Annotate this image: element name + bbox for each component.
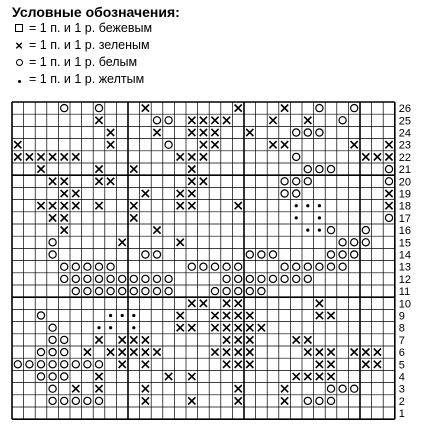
cross-stitch	[142, 349, 149, 356]
cross-stitch	[95, 178, 102, 185]
circle-stitch	[153, 275, 160, 282]
circle-stitch	[165, 117, 172, 124]
dot-stitch	[97, 326, 100, 329]
circle-stitch	[142, 288, 149, 295]
circle-stitch	[293, 153, 300, 160]
cross-stitch	[269, 117, 276, 124]
cross-stitch	[235, 349, 242, 356]
legend-item-text: = 1 п. и 1 р. зеленым	[29, 38, 150, 52]
cross-stitch	[95, 202, 102, 209]
cross-stitch	[235, 300, 242, 307]
row-number-label: 25	[398, 115, 412, 128]
circle-stitch	[165, 141, 172, 148]
cross-stitch	[177, 190, 184, 197]
cross-stitch	[142, 397, 149, 404]
circle-stitch	[316, 166, 323, 173]
circle-stitch	[26, 361, 33, 368]
circle-stitch	[37, 373, 44, 380]
circle-stitch	[351, 251, 358, 258]
cross-stitch	[200, 129, 207, 136]
cross-stitch	[107, 129, 114, 136]
cross-stitch	[211, 117, 218, 124]
dot-stitch	[121, 314, 124, 317]
cross-stitch	[385, 190, 392, 197]
cross-stitch	[61, 190, 68, 197]
row-number-label: 12	[398, 273, 412, 286]
circle-stitch	[165, 275, 172, 282]
circle-stitch	[49, 385, 56, 392]
circle-stitch	[293, 190, 300, 197]
circle-stitch	[130, 288, 137, 295]
circle-stitch	[37, 349, 44, 356]
dot-stitch	[318, 216, 321, 219]
circle-stitch	[362, 227, 369, 234]
dot-stitch	[295, 204, 298, 207]
circle-stitch	[304, 275, 311, 282]
cross-stitch	[235, 324, 242, 331]
cross-stitch	[211, 312, 218, 319]
cross-stitch	[200, 300, 207, 307]
circle-stitch	[37, 312, 44, 319]
cross-stitch	[211, 141, 218, 148]
circle-stitch	[258, 288, 265, 295]
row-number-label: 19	[398, 188, 412, 201]
cross-stitch	[95, 117, 102, 124]
cross-stitch	[61, 153, 68, 160]
cross-stitch	[327, 361, 334, 368]
circle-stitch	[84, 275, 91, 282]
cross-stitch	[223, 336, 230, 343]
cross-stitch	[362, 349, 369, 356]
circle-stitch	[339, 385, 346, 392]
row-number-label: 11	[398, 286, 411, 299]
cross-stitch	[107, 178, 114, 185]
circle-stitch	[316, 105, 323, 112]
circle-stitch	[61, 105, 68, 112]
circle-stitch	[385, 166, 392, 173]
circle-stitch	[304, 397, 311, 404]
cross-stitch	[188, 190, 195, 197]
cross-stitch	[223, 300, 230, 307]
circle-stitch	[49, 336, 56, 343]
cross-stitch	[362, 361, 369, 368]
circle-stitch	[351, 239, 358, 246]
cross-stitch	[327, 312, 334, 319]
cross-stitch	[223, 349, 230, 356]
cross-stitch	[61, 202, 68, 209]
row-number-label: 26	[398, 103, 412, 116]
cross-stitch	[26, 153, 33, 160]
circle-stitch	[165, 288, 172, 295]
circle-stitch	[304, 166, 311, 173]
circle-stitch	[49, 251, 56, 258]
cross-stitch	[351, 141, 358, 148]
cross-stitch	[84, 349, 91, 356]
cross-stitch	[304, 117, 311, 124]
row-number-label: 20	[398, 176, 412, 189]
cross-stitch	[119, 349, 126, 356]
circle-stitch	[316, 129, 323, 136]
circle-stitch	[200, 263, 207, 270]
circle-stitch	[258, 251, 265, 258]
cross-stitch	[211, 129, 218, 136]
cross-stitch	[72, 202, 79, 209]
cross-stitch	[223, 361, 230, 368]
legend-item-text: = 1 п. и 1 р. белым	[29, 55, 138, 69]
row-number-label: 6	[398, 347, 405, 360]
cross-stitch	[281, 397, 288, 404]
cross-stitch	[281, 105, 288, 112]
cross-stitch	[119, 336, 126, 343]
circle-stitch	[339, 117, 346, 124]
cross-stitch	[130, 166, 137, 173]
cross-stitch	[188, 373, 195, 380]
cross-stitch	[188, 117, 195, 124]
cross-stitch	[188, 202, 195, 209]
circle-stitch	[49, 349, 56, 356]
cross-stitch	[95, 373, 102, 380]
circle-stitch	[269, 251, 276, 258]
row-number-label: 14	[398, 249, 412, 262]
circle-stitch	[327, 251, 334, 258]
circle-stitch	[61, 275, 68, 282]
cross-stitch	[37, 153, 44, 160]
circle-stitch	[95, 361, 102, 368]
circle-stitch	[339, 239, 346, 246]
circle-stitch	[293, 275, 300, 282]
cross-stitch	[327, 373, 334, 380]
cross-stitch	[177, 324, 184, 331]
cross-stitch	[258, 324, 265, 331]
circle-stitch	[153, 288, 160, 295]
circle-stitch	[293, 263, 300, 270]
cross-stitch	[246, 361, 253, 368]
cross-stitch	[235, 105, 242, 112]
circle-stitch	[339, 251, 346, 258]
cross-stitch	[293, 336, 300, 343]
cross-stitch	[316, 373, 323, 380]
circle-stitch	[281, 190, 288, 197]
cross-stitch	[165, 373, 172, 380]
row-number-label: 18	[398, 200, 412, 213]
dot-stitch	[318, 229, 321, 232]
cross-stitch	[200, 153, 207, 160]
circle-stitch	[351, 105, 358, 112]
dot-stitch	[109, 314, 112, 317]
cross-stitch	[130, 336, 137, 343]
cross-stitch	[130, 214, 137, 221]
cross-stitch	[211, 349, 218, 356]
circle-stitch	[84, 288, 91, 295]
dot-stitch	[132, 314, 135, 317]
row-number-label: 8	[398, 322, 405, 335]
cross-stitch	[153, 349, 160, 356]
cross-stitch	[281, 385, 288, 392]
circle-stitch	[281, 263, 288, 270]
cross-stitch	[235, 336, 242, 343]
circle-stitch	[235, 263, 242, 270]
circle-stitch	[385, 214, 392, 221]
cross-stitch	[235, 312, 242, 319]
cross-stitch	[246, 129, 253, 136]
row-number-label: 13	[398, 261, 412, 274]
cross-stitch	[142, 105, 149, 112]
circle-stitch	[351, 385, 358, 392]
cross-stitch	[49, 202, 56, 209]
circle-stitch	[95, 105, 102, 112]
circle-stitch	[258, 275, 265, 282]
cross-stitch	[153, 227, 160, 234]
circle-stitch	[211, 263, 218, 270]
cross-stitch	[223, 117, 230, 124]
cross-stitch	[61, 178, 68, 185]
legend-item-text: = 1 п. и 1 р. желтым	[29, 72, 145, 86]
cross-stitch	[177, 239, 184, 246]
circle-stitch	[14, 361, 21, 368]
cross-stitch	[351, 349, 358, 356]
cross-stitch	[177, 153, 184, 160]
circle-stitch	[95, 397, 102, 404]
circle-stitch	[95, 288, 102, 295]
cross-stitch	[188, 178, 195, 185]
circle-stitch	[130, 275, 137, 282]
circle-stitch	[235, 288, 242, 295]
cross-icon: ×	[15, 38, 23, 53]
circle-stitch	[49, 373, 56, 380]
circle-stitch	[327, 263, 334, 270]
circle-stitch	[72, 288, 79, 295]
dot-stitch	[306, 204, 309, 207]
circle-stitch	[61, 361, 68, 368]
cross-stitch	[61, 214, 68, 221]
circle-stitch	[327, 166, 334, 173]
cross-stitch	[188, 153, 195, 160]
circle-stitch	[142, 275, 149, 282]
dot-stitch	[318, 204, 321, 207]
circle-stitch	[72, 397, 79, 404]
row-number-label: 24	[398, 127, 412, 140]
circle-stitch	[61, 336, 68, 343]
cross-stitch	[223, 312, 230, 319]
circle-stitch	[223, 288, 230, 295]
circle-stitch	[49, 324, 56, 331]
circle-stitch	[84, 361, 91, 368]
circle-stitch	[49, 361, 56, 368]
cross-stitch	[246, 324, 253, 331]
cross-stitch	[235, 397, 242, 404]
circle-stitch	[316, 263, 323, 270]
circle-stitch	[49, 239, 56, 246]
cross-stitch	[246, 312, 253, 319]
cross-stitch	[119, 239, 126, 246]
cross-stitch	[142, 190, 149, 197]
circle-stitch	[327, 385, 334, 392]
circle-stitch	[142, 251, 149, 258]
circle-stitch	[49, 397, 56, 404]
circle-stitch	[119, 288, 126, 295]
cross-stitch	[130, 202, 137, 209]
cross-stitch	[37, 166, 44, 173]
cross-stitch	[142, 336, 149, 343]
circle-stitch	[61, 373, 68, 380]
cross-stitch	[235, 361, 242, 368]
cross-stitch	[37, 202, 44, 209]
circle-stitch	[304, 178, 311, 185]
cross-stitch	[316, 361, 323, 368]
circle-stitch	[188, 263, 195, 270]
cross-stitch	[177, 312, 184, 319]
cross-stitch	[95, 336, 102, 343]
circle-stitch	[362, 239, 369, 246]
cross-stitch	[304, 336, 311, 343]
circle-stitch	[72, 361, 79, 368]
circle-stitch	[281, 178, 288, 185]
cross-stitch	[385, 202, 392, 209]
cross-stitch	[385, 141, 392, 148]
circle-stitch	[107, 275, 114, 282]
cross-stitch	[49, 214, 56, 221]
cross-stitch	[223, 324, 230, 331]
circle-stitch	[37, 361, 44, 368]
circle-stitch	[211, 288, 218, 295]
cross-stitch	[61, 227, 68, 234]
cross-stitch	[107, 141, 114, 148]
cross-stitch	[14, 141, 21, 148]
row-number-label: 1	[398, 408, 405, 421]
circle-stitch	[119, 275, 126, 282]
circle-stitch	[293, 129, 300, 136]
circle-stitch	[281, 275, 288, 282]
cross-stitch	[188, 166, 195, 173]
cross-stitch	[188, 324, 195, 331]
row-number-label: 10	[398, 298, 412, 311]
circle-stitch	[223, 275, 230, 282]
row-number-label: 16	[398, 225, 412, 238]
cross-stitch	[235, 202, 242, 209]
circle-stitch	[327, 227, 334, 234]
circle-stitch	[327, 397, 334, 404]
circle-stitch	[223, 263, 230, 270]
legend-title: Условные обозначения:	[12, 4, 180, 20]
cross-stitch	[95, 166, 102, 173]
cross-stitch	[95, 385, 102, 392]
cross-stitch	[281, 141, 288, 148]
circle-stitch	[95, 275, 102, 282]
dot-stitch	[109, 326, 112, 329]
cross-stitch	[188, 129, 195, 136]
cross-stitch	[200, 117, 207, 124]
cross-stitch	[316, 300, 323, 307]
cross-stitch	[188, 300, 195, 307]
row-number-label: 4	[398, 371, 405, 384]
row-number-label: 15	[398, 237, 412, 250]
cross-stitch	[200, 178, 207, 185]
cross-stitch	[49, 153, 56, 160]
circle-stitch	[304, 263, 311, 270]
cross-stitch	[246, 336, 253, 343]
cross-stitch	[14, 153, 21, 160]
circle-stitch	[72, 275, 79, 282]
circle-stitch	[385, 178, 392, 185]
cross-stitch	[327, 349, 334, 356]
cross-stitch	[235, 385, 242, 392]
cross-stitch	[142, 361, 149, 368]
circle-stitch	[72, 263, 79, 270]
cross-stitch	[304, 373, 311, 380]
cross-stitch	[293, 373, 300, 380]
cross-stitch	[177, 202, 184, 209]
cross-stitch	[142, 385, 149, 392]
cross-stitch	[385, 153, 392, 160]
circle-stitch	[339, 263, 346, 270]
cross-stitch	[72, 153, 79, 160]
circle-stitch	[269, 275, 276, 282]
circle-stitch	[246, 251, 253, 258]
legend-item-text: = 1 п. и 1 р. бежевым	[29, 21, 153, 35]
dot-stitch	[306, 229, 309, 232]
circle-stitch	[246, 275, 253, 282]
cross-stitch	[72, 385, 79, 392]
row-number-label: 21	[398, 164, 412, 177]
circle-stitch	[246, 288, 253, 295]
row-number-label: 23	[398, 139, 412, 152]
cross-stitch	[246, 349, 253, 356]
cross-stitch	[269, 141, 276, 148]
cross-stitch	[49, 178, 56, 185]
circle-stitch	[316, 397, 323, 404]
cross-stitch	[316, 349, 323, 356]
row-number-label: 22	[398, 151, 412, 164]
circle-stitch	[84, 397, 91, 404]
cross-stitch	[72, 190, 79, 197]
cross-stitch	[362, 153, 369, 160]
cross-stitch	[130, 349, 137, 356]
cross-stitch	[316, 312, 323, 319]
circle-stitch	[153, 117, 160, 124]
dot-stitch	[295, 216, 298, 219]
cross-stitch	[188, 397, 195, 404]
circle-stitch	[107, 288, 114, 295]
cross-stitch	[304, 349, 311, 356]
cross-stitch	[153, 129, 160, 136]
row-number-label: 7	[398, 334, 405, 347]
row-number-label: 2	[398, 395, 405, 408]
row-number-label: 3	[398, 383, 405, 396]
row-number-label: 17	[398, 212, 412, 225]
cross-stitch	[211, 324, 218, 331]
circle-stitch	[304, 129, 311, 136]
cross-stitch	[107, 349, 114, 356]
circle-stitch	[61, 349, 68, 356]
cross-stitch	[374, 361, 381, 368]
cross-stitch	[200, 141, 207, 148]
circle-stitch	[153, 251, 160, 258]
circle-stitch	[235, 275, 242, 282]
cross-stitch	[119, 361, 126, 368]
circle-stitch	[293, 178, 300, 185]
cross-stitch	[374, 153, 381, 160]
row-number-label: 9	[398, 310, 405, 323]
circle-stitch	[95, 263, 102, 270]
dot-stitch	[132, 326, 135, 329]
circle-stitch	[107, 263, 114, 270]
circle-stitch	[84, 263, 91, 270]
circle-stitch	[61, 263, 68, 270]
circle-stitch	[61, 397, 68, 404]
cross-stitch	[374, 349, 381, 356]
row-number-label: 5	[398, 359, 405, 372]
